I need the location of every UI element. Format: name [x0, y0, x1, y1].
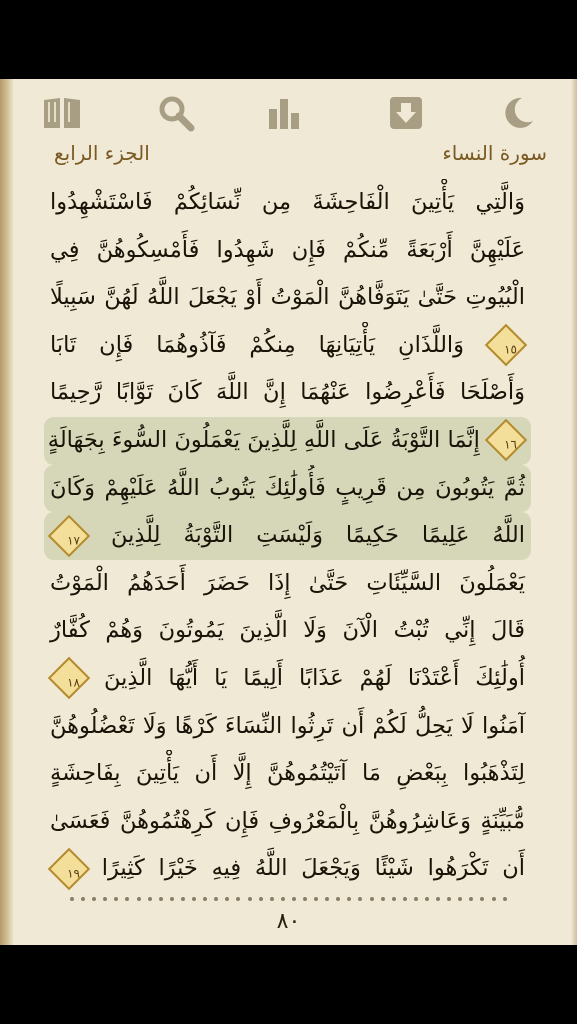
- verse-line[interactable]: لِتَذْهَبُوا بِبَعْضِ مَا آتَيْتُمُوهُنَّ إِلَّا أَن يَأْتِينَ بِفَاحِشَةٍ: [50, 760, 525, 787]
- scrubber-dot: [270, 897, 274, 901]
- scrubber-dot: [148, 897, 152, 901]
- scrubber-dot: [159, 897, 163, 901]
- scrubber-dot: [436, 897, 440, 901]
- page-number: ٨٠: [276, 909, 301, 934]
- crescent-moon-icon[interactable]: [498, 93, 538, 133]
- scrubber-dot: [503, 897, 507, 901]
- bar-chart-icon[interactable]: [264, 93, 304, 133]
- scrubber-dot: [225, 897, 229, 901]
- scrubber-dot: [303, 897, 307, 901]
- scrubber-dot: [447, 897, 451, 901]
- scrubber-dot: [425, 897, 429, 901]
- verse-text: اللَّهُ عَلِيمًا حَكِيمًا وَلَيْسَتِ التَّوْبَةُ لِلَّذِينَ: [110, 522, 526, 549]
- verse-line[interactable]: يَعْمَلُونَ السَّيِّئَاتِ حَتَّىٰ إِذَا حَضَرَ أَحَدَهُمُ الْمَوْتُ: [50, 569, 525, 596]
- verse-line[interactable]: [44, 655, 531, 703]
- verse-line-highlighted[interactable]: ثُمَّ يَتُوبُونَ مِن قَرِيبٍ فَأُولَٰئِكَ يَتُوبُ اللَّهُ عَلَيْهِمْ وَكَانَ: [44, 465, 531, 513]
- ayah-marker-17: ١٧: [48, 514, 90, 556]
- scrubber-dot: [103, 897, 107, 901]
- scrubber-dot: [469, 897, 473, 901]
- verse-line[interactable]: [44, 322, 531, 370]
- scrubber-dot: [214, 897, 218, 901]
- scrubber-dot: [336, 897, 340, 901]
- ayah-marker-19: ١٩: [48, 848, 90, 890]
- verse-line[interactable]: [44, 845, 531, 893]
- search-icon[interactable]: [156, 93, 196, 133]
- scrubber-dot: [170, 897, 174, 901]
- scrubber-dot: [236, 897, 240, 901]
- verse-text: أَن تَكْرَهُوا شَيْئًا وَيَجْعَلَ اللَّهُ فِيهِ خَيْرًا كَثِيرًا: [101, 855, 525, 882]
- scrubber-dot: [381, 897, 385, 901]
- page-spine: [0, 79, 14, 945]
- scrubber-dot: [358, 897, 362, 901]
- ayah-marker-18: ١٨: [48, 657, 90, 699]
- verse-line-highlighted[interactable]: [44, 417, 531, 465]
- scrubber-dot: [114, 897, 118, 901]
- mushaf-page: [0, 79, 577, 945]
- scrubber-dot: [70, 897, 74, 901]
- toolbar: [14, 79, 571, 143]
- scrubber-dot: [392, 897, 396, 901]
- scrubber-dot: [137, 897, 141, 901]
- verse-line[interactable]: وَالَّتِي يَأْتِينَ الْفَاحِشَةَ مِن نِّسَائِكُمْ فَاسْتَشْهِدُوا: [50, 189, 525, 215]
- scrubber-dot: [192, 897, 196, 901]
- page-scrubber[interactable]: [70, 897, 507, 905]
- scrubber-dot: [281, 897, 285, 901]
- scrubber-dot: [492, 897, 496, 901]
- verse-line[interactable]: قَالَ إِنِّي تُبْتُ الْآنَ وَلَا الَّذِينَ يَمُوتُونَ وَهُمْ كُفَّارٌ: [50, 617, 525, 644]
- scrubber-dot: [203, 897, 207, 901]
- ayah-marker-16: ١٦: [485, 419, 527, 461]
- verse-line[interactable]: عَلَيْهِنَّ أَرْبَعَةً مِّنكُمْ فَإِن شَهِدُوا فَأَمْسِكُوهُنَّ فِي: [50, 236, 525, 263]
- scrubber-dot: [248, 897, 252, 901]
- scrubber-dot: [325, 897, 329, 901]
- verse-line[interactable]: مُّبَيِّنَةٍ وَعَاشِرُوهُنَّ بِالْمَعْرُوفِ فَإِن كَرِهْتُمُوهُنَّ فَعَسَىٰ: [50, 807, 525, 834]
- scrubber-dot: [403, 897, 407, 901]
- verse-line[interactable]: وَأَصْلَحَا فَأَعْرِضُوا عَنْهُمَا إِنَّ اللَّهَ كَانَ تَوَّابًا رَّحِيمًا: [50, 379, 525, 406]
- scrubber-dot: [458, 897, 462, 901]
- book-icon[interactable]: [42, 93, 82, 133]
- verse-line[interactable]: آمَنُوا لَا يَحِلُّ لَكُمْ أَن تَرِثُوا النِّسَاءَ كَرْهًا وَلَا تَعْضُلُوهُنَّ: [50, 712, 525, 739]
- surah-title: سورة النساء: [442, 141, 547, 165]
- download-icon[interactable]: [386, 93, 426, 133]
- scrubber-dot: [125, 897, 129, 901]
- ayah-marker-15: ١٥: [485, 324, 527, 366]
- scrubber-dot: [347, 897, 351, 901]
- scrubber-dot: [480, 897, 484, 901]
- verse-text: إِنَّمَا التَّوْبَةُ عَلَى اللَّهِ لِلَّذِينَ يَعْمَلُونَ السُّوءَ بِجَهَالَةٍ: [47, 426, 480, 453]
- quran-text: [44, 179, 531, 893]
- scrubber-dot: [292, 897, 296, 901]
- juz-title: الجزء الرابع: [54, 141, 150, 165]
- scrubber-dot: [259, 897, 263, 901]
- scrubber-dot: [314, 897, 318, 901]
- verse-text: وَاللَّذَانِ يَأْتِيَانِهَا مِنكُمْ فَآذُوهُمَا فَإِن تَابَا: [50, 331, 465, 358]
- verse-line-highlighted[interactable]: [44, 512, 531, 560]
- verse-line[interactable]: الْبُيُوتِ حَتَّىٰ يَتَوَفَّاهُنَّ الْمَوْتُ أَوْ يَجْعَلَ اللَّهُ لَهُنَّ سَبِيلًا: [50, 284, 525, 311]
- verse-text: أُولَٰئِكَ أَعْتَدْنَا لَهُمْ عَذَابًا أَلِيمًا يَا أَيُّهَا الَّذِينَ: [104, 664, 526, 691]
- scrubber-dot: [81, 897, 85, 901]
- scrubber-dot: [370, 897, 374, 901]
- scrubber-dot: [92, 897, 96, 901]
- page-edge: [571, 79, 577, 945]
- scrubber-dot: [181, 897, 185, 901]
- scrubber-dot: [414, 897, 418, 901]
